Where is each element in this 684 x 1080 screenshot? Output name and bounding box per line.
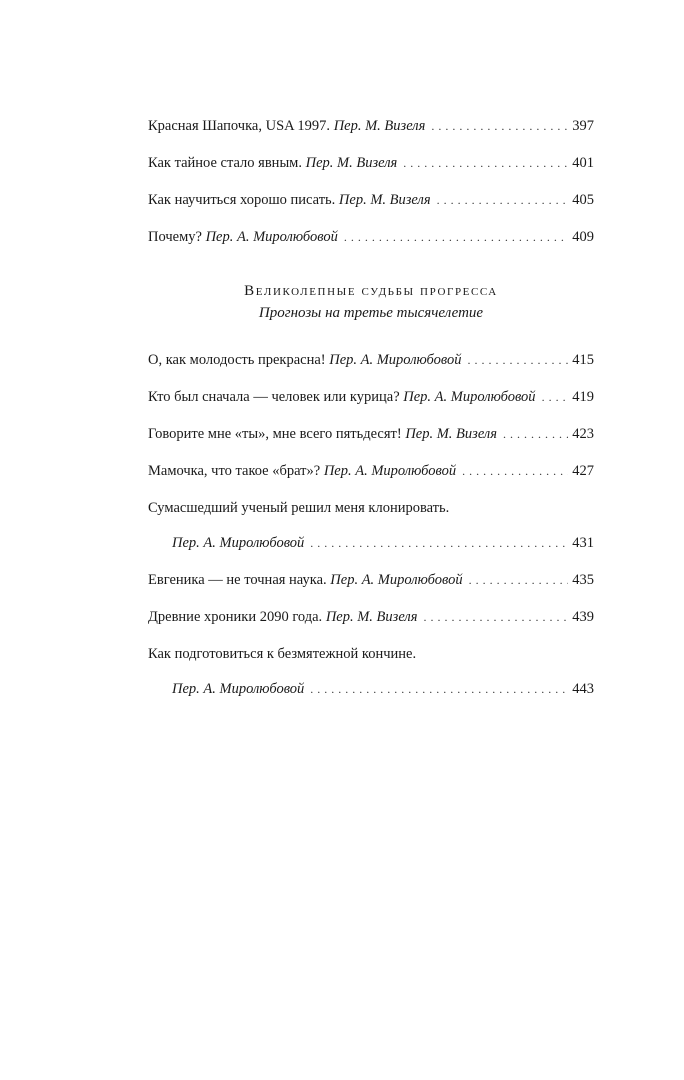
leader-dots xyxy=(468,352,569,369)
entry-title: Как подготовиться к безмятежной кончине. xyxy=(148,646,417,662)
toc-entry xyxy=(148,500,594,552)
entry-page-number: 401 xyxy=(572,155,594,171)
entry-page-number: 435 xyxy=(572,572,594,588)
entry-translator: Пер. М. Визеля xyxy=(338,192,431,208)
entry-title: Как тайное стало явным. xyxy=(148,155,302,171)
entry-page-number: 427 xyxy=(572,463,594,479)
entry-translator: Пер. А. Миролюбовой xyxy=(330,572,463,588)
entry-translator: Пер. А. Миролюбовой xyxy=(323,463,457,479)
toc-entry xyxy=(148,646,594,698)
entry-translator: Пер. М. Визеля xyxy=(405,426,497,442)
leader-dots xyxy=(462,463,568,480)
entry-title: Сумасшедший ученый решил меня клонировать. xyxy=(148,500,450,516)
leader-dots xyxy=(310,535,568,552)
entry-translator: Пер. А. Миролюбовой xyxy=(403,389,536,405)
entry-translator: Пер. А. Миролюбовой xyxy=(172,681,305,697)
entry-translator: Пер. А. Миролюбовой xyxy=(329,352,462,368)
toc-entry xyxy=(148,229,594,246)
entry-title: О, как молодость прекрасна! xyxy=(148,352,326,368)
entry-page-number: 419 xyxy=(572,389,594,405)
entry-title: Почему? xyxy=(148,229,202,245)
leader-dots xyxy=(469,572,569,589)
entry-page-number: 439 xyxy=(572,609,594,625)
entry-translator: Пер. М. Визеля xyxy=(333,118,426,134)
leader-dots xyxy=(437,192,569,209)
toc-entry xyxy=(148,352,594,369)
leader-dots xyxy=(503,426,568,443)
entry-page-number: 405 xyxy=(572,192,594,208)
entry-title: Кто был сначала — человек или курица? xyxy=(148,389,400,405)
toc-entry xyxy=(148,463,594,480)
section-title: Великолепные судьбы прогресса xyxy=(244,283,498,299)
leader-dots xyxy=(403,155,568,172)
table-of-contents xyxy=(148,118,594,698)
entry-title: Древние хроники 2090 года. xyxy=(148,609,323,625)
entry-title: Красная Шапочка, USA 1997. xyxy=(148,118,331,134)
entry-page-number: 431 xyxy=(572,535,594,551)
entry-title: Мамочка, что такое «брат»? xyxy=(148,463,321,479)
toc-entry xyxy=(148,426,594,443)
toc-entry xyxy=(148,609,594,626)
leader-dots xyxy=(423,609,568,626)
entry-page-number: 443 xyxy=(572,681,594,697)
section-header xyxy=(148,280,594,324)
leader-dots xyxy=(542,389,569,406)
entry-page-number: 397 xyxy=(572,118,594,134)
entry-page-number: 423 xyxy=(572,426,594,442)
toc-entry xyxy=(148,389,594,406)
leader-dots xyxy=(344,229,568,246)
entry-title: Как научиться хорошо писать. xyxy=(148,192,336,208)
toc-entry xyxy=(148,118,594,135)
entry-page-number: 409 xyxy=(572,229,594,245)
entry-translator: Пер. А. Миролюбовой xyxy=(205,229,338,245)
entry-title: Говорите мне «ты», мне всего пятьдесят! xyxy=(148,426,402,442)
section-subtitle: Прогнозы на третье тысячелетие xyxy=(258,305,484,321)
toc-entry xyxy=(148,572,594,589)
toc-entry xyxy=(148,155,594,172)
entry-translator: Пер. М. Визеля xyxy=(305,155,398,171)
entry-title: Евгеника — не точная наука. xyxy=(148,572,327,588)
toc-entry xyxy=(148,192,594,209)
leader-dots xyxy=(431,118,568,135)
leader-dots xyxy=(310,681,568,698)
entry-page-number: 415 xyxy=(572,352,594,368)
entry-translator: Пер. М. Визеля xyxy=(325,609,418,625)
entry-translator: Пер. А. Миролюбовой xyxy=(172,535,305,551)
